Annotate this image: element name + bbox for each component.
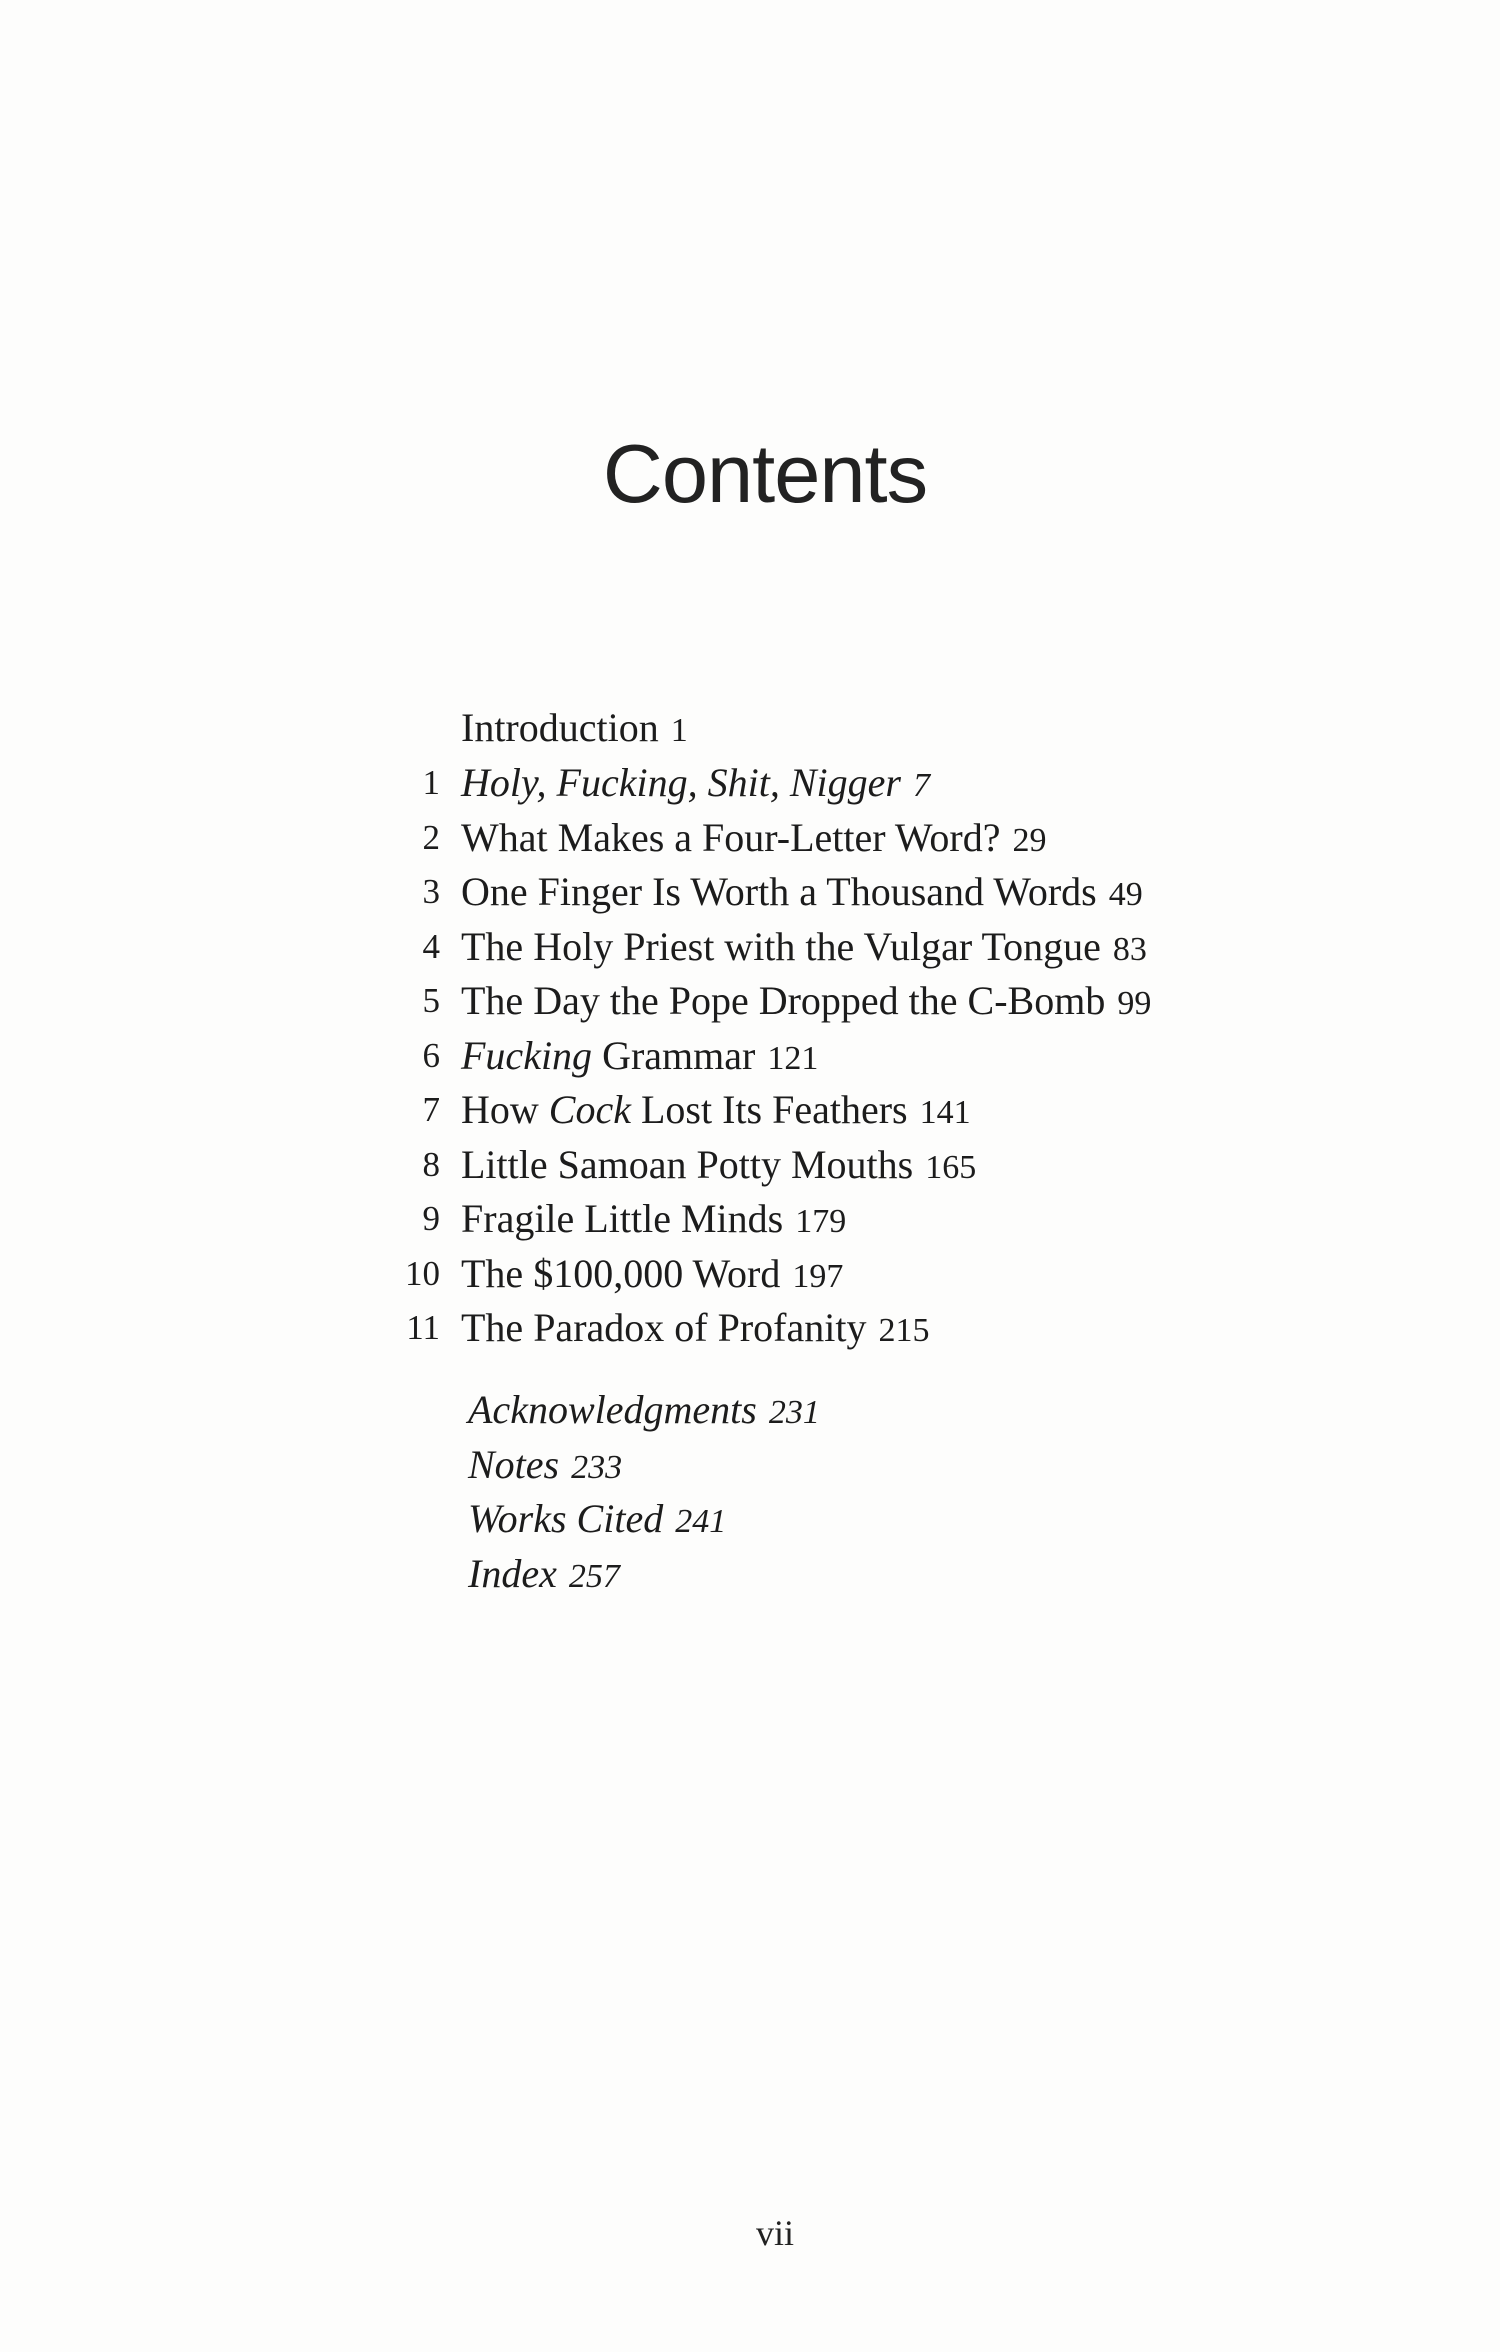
back-matter-title: Acknowledgments (468, 1387, 757, 1432)
page-number: 99 (1117, 985, 1152, 1022)
page-folio: vii (755, 2213, 794, 2253)
chapter-title-italic: Cock (548, 1087, 631, 1132)
page-number: 257 (568, 1558, 620, 1595)
chapter-title: Little Samoan Potty Mouths (461, 1142, 914, 1187)
chapter-title: Introduction (461, 705, 659, 750)
back-matter-title: Works Cited (468, 1496, 664, 1541)
toc-entry (0, 1139, 1400, 1191)
back-matter-title: Notes (468, 1442, 560, 1487)
toc-entry (0, 812, 1400, 864)
page-number: 241 (675, 1503, 727, 1540)
page-number: 49 (1108, 876, 1143, 913)
toc-entry (0, 975, 1400, 1027)
page-number: 83 (1112, 931, 1147, 968)
chapter-title: Grammar (592, 1033, 756, 1078)
chapter-title: Fragile Little Minds (461, 1196, 784, 1241)
chapter-number: 3 (422, 872, 440, 911)
toc-entry (0, 1084, 1400, 1136)
chapter-number: 4 (422, 927, 440, 966)
page-number: 233 (571, 1449, 623, 1486)
chapter-title: One Finger Is Worth a Thousand Words (461, 869, 1097, 914)
chapter-title-italic: Fucking (461, 1033, 593, 1078)
chapter-number: 5 (422, 981, 440, 1020)
back-matter-entry (0, 1548, 1400, 1600)
chapter-title: Lost Its Feathers (630, 1087, 908, 1132)
page-number: 1 (670, 712, 688, 749)
toc-entry (0, 1302, 1400, 1354)
chapter-number: 7 (422, 1090, 440, 1129)
chapter-title: What Makes a Four-Letter Word? (461, 815, 1001, 860)
chapter-title: The Day the Pope Dropped the C-Bomb (461, 978, 1106, 1023)
page-number: 179 (795, 1203, 847, 1240)
chapter-number: 2 (422, 818, 440, 857)
chapter-number: 10 (405, 1254, 440, 1293)
page-number: 121 (767, 1040, 819, 1077)
chapter-title: The $100,000 Word (461, 1251, 781, 1296)
chapter-title: The Holy Priest with the Vulgar Tongue (461, 924, 1101, 969)
page-title: Contents (602, 427, 928, 520)
chapter-number: 11 (406, 1308, 440, 1347)
toc-entry (0, 1248, 1400, 1300)
toc-entry (0, 1193, 1400, 1245)
chapter-number: 8 (422, 1145, 440, 1184)
back-matter-entry (0, 1439, 1400, 1491)
toc-entry (0, 866, 1400, 918)
chapter-title: Holy, Fucking, Shit, Nigger (461, 760, 901, 805)
toc-entry (0, 757, 1400, 809)
page-number: 29 (1012, 822, 1047, 859)
chapter-number: 9 (422, 1199, 440, 1238)
back-matter-entry (0, 1493, 1400, 1545)
chapter-title: How (461, 1087, 549, 1132)
page-number: 141 (919, 1094, 971, 1131)
page-number: 215 (878, 1312, 930, 1349)
chapter-title: The Paradox of Profanity (461, 1305, 867, 1350)
back-matter-title: Index (468, 1551, 557, 1596)
chapter-number: 6 (422, 1036, 440, 1075)
toc-entry (0, 1030, 1400, 1082)
page-number: 165 (925, 1149, 977, 1186)
toc-entry (0, 921, 1400, 973)
toc-entry (0, 702, 1400, 754)
chapter-number: 1 (422, 763, 440, 802)
page-number: 197 (792, 1258, 844, 1295)
page-number: 7 (912, 767, 930, 804)
page-number: 231 (768, 1394, 820, 1431)
back-matter-entry (0, 1384, 1400, 1436)
